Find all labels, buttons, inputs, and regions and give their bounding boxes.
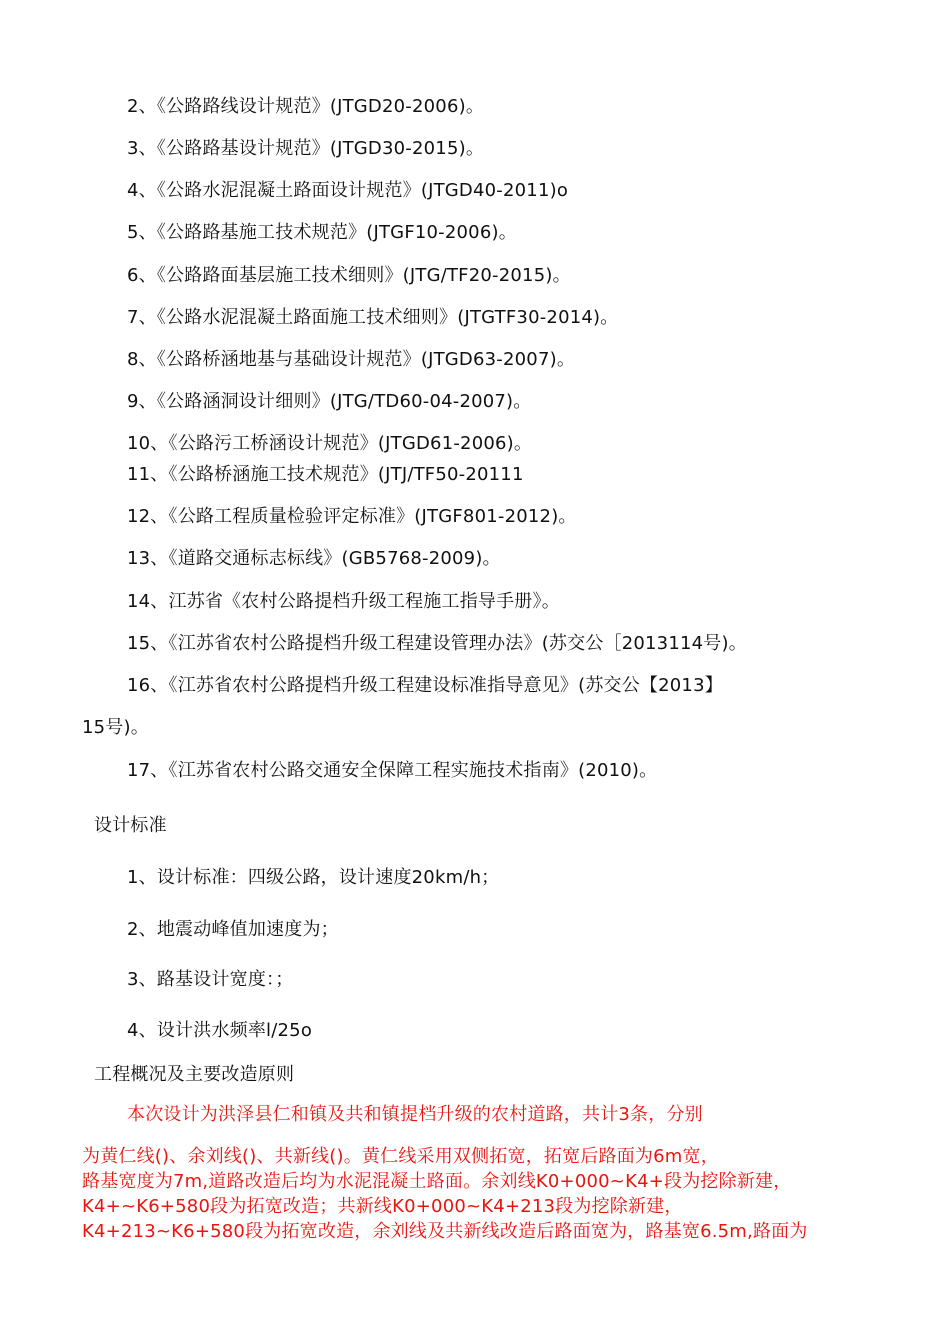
reference-item: 11、《公路桥涵施工技术规范》(JTJ/TF50-20111 xyxy=(127,464,524,485)
overview-paragraph-line: K4+~K6+580段为拓宽改造；共新线K0+000~K4+213段为挖除新建， xyxy=(82,1196,683,1217)
reference-item: 2、《公路路线设计规范》(JTGD20-2006)。 xyxy=(127,96,485,117)
reference-item: 10、《公路污工桥涵设计规范》(JTGD61-2006)。 xyxy=(127,433,533,454)
section-heading-overview: 工程概况及主要改造原则 xyxy=(94,1064,295,1085)
reference-item: 4、《公路水泥混凝土路面设计规范》(JTGD40-2011)o xyxy=(127,180,569,201)
section-heading-design-standard: 设计标准 xyxy=(94,815,167,836)
standard-item: 1、设计标准：四级公路，设计速度20km/h； xyxy=(127,867,500,888)
standard-item: 4、设计洪水频率l/25o xyxy=(127,1020,313,1041)
reference-item: 13、《道路交通标志标线》(GB5768-2009)。 xyxy=(127,548,501,569)
reference-item: 7、《公路水泥混凝土路面施工技术细则》(JTGTF30-2014)。 xyxy=(127,307,619,328)
reference-item: 17、《江苏省农村公路交通安全保障工程实施技术指南》(2010)。 xyxy=(127,760,658,781)
reference-item-continuation: 15号)。 xyxy=(82,717,149,738)
reference-item: 15、《江苏省农村公路提档升级工程建设管理办法》(苏交公［2013114号)。 xyxy=(127,633,747,654)
reference-item: 5、《公路路基施工技术规范》(JTGF10-2006)。 xyxy=(127,222,517,243)
standard-item: 3、路基设计宽度：； xyxy=(127,969,294,990)
reference-item: 16、《江苏省农村公路提档升级工程建设标准指导意见》(苏交公【2013】 xyxy=(127,675,723,696)
reference-item: 9、《公路涵洞设计细则》(JTG/TD60-04-2007)。 xyxy=(127,391,532,412)
reference-item: 8、《公路桥涵地基与基础设计规范》(JTGD63-2007)。 xyxy=(127,349,576,370)
reference-item: 14、江苏省《农村公路提档升级工程施工指导手册》。 xyxy=(127,591,560,612)
overview-paragraph-line: 本次设计为洪泽县仁和镇及共和镇提档升级的农村道路，共计3条，分别 xyxy=(127,1104,703,1125)
overview-paragraph-line: 为黄仁线()、余刘线()、共新线()。黄仁线采用双侧拓宽，拓宽后路面为6m宽， xyxy=(82,1146,719,1167)
overview-paragraph-line: K4+213~K6+580段为拓宽改造，余刘线及共新线改造后路面宽为，路基宽6.5m,路面为 xyxy=(82,1221,808,1242)
reference-item: 12、《公路工程质量检验评定标准》(JTGF801-2012)。 xyxy=(127,506,577,527)
reference-item: 3、《公路路基设计规范》(JTGD30-2015)。 xyxy=(127,138,485,159)
overview-paragraph-line: 路基宽度为7m,道路改造后均为水泥混凝土路面。余刘线K0+000~K4+段为挖除新建， xyxy=(82,1171,792,1192)
reference-item: 6、《公路路面基层施工技术细则》(JTG/TF20-2015)。 xyxy=(127,265,571,286)
standard-item: 2、地震动峰值加速度为； xyxy=(127,919,339,940)
